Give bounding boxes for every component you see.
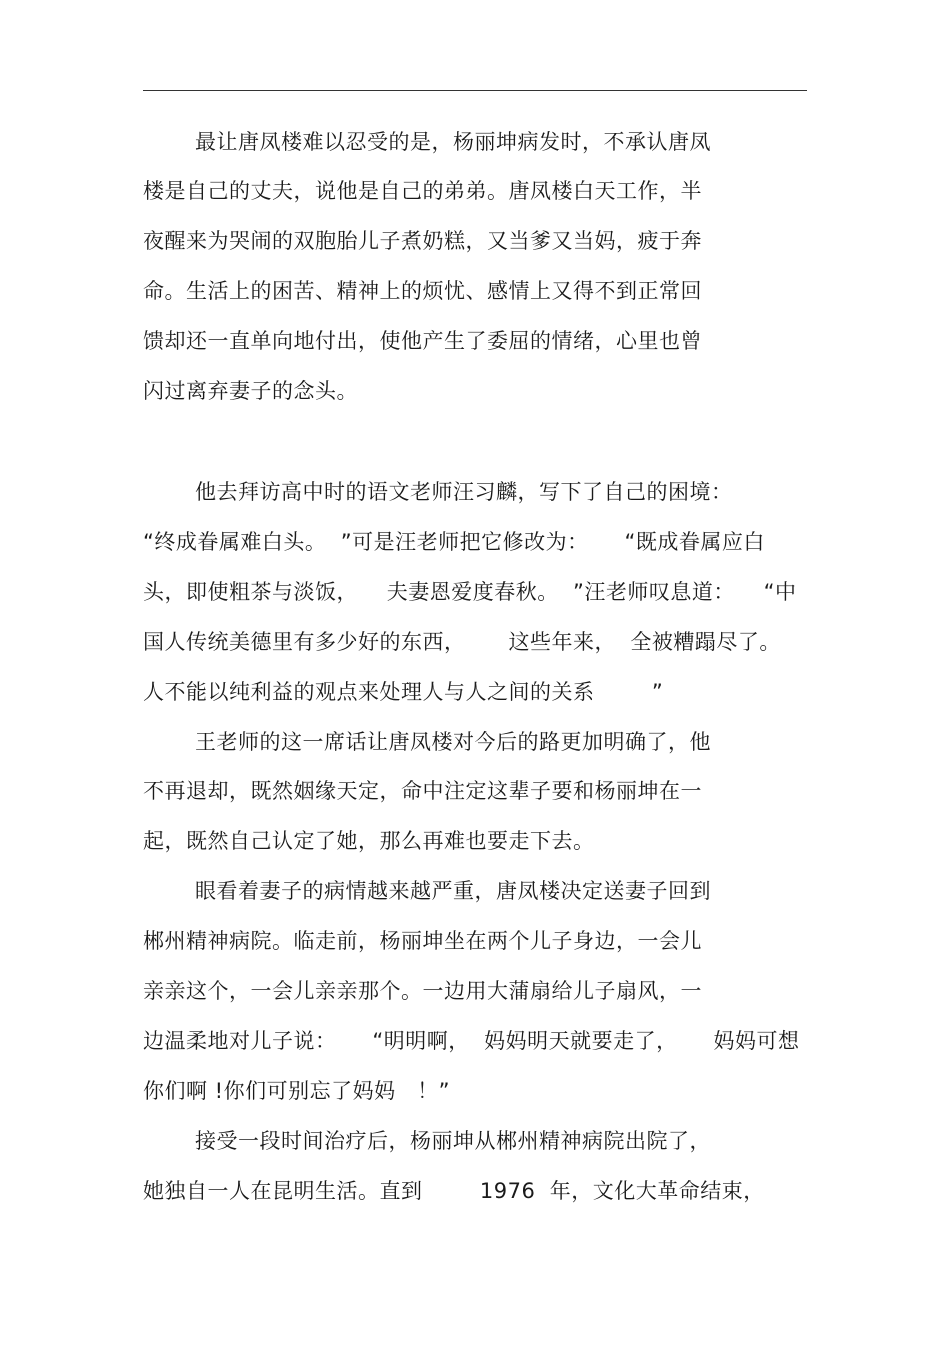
text-line: 不再退却，既然姻缘天定，命中注定这辈子要和杨丽坤在一 — [143, 779, 702, 803]
text-line: 人不能以纯利益的观点来处理人与人之间的关系 ” — [143, 680, 664, 704]
text-line: 郴州精神病院。临走前，杨丽坤坐在两个儿子身边，一会儿 — [143, 929, 702, 953]
text-line: 王老师的这一席话让唐凤楼对今后的路更加明确了，他 — [195, 730, 711, 754]
text-line: 楼是自己的丈夫，说他是自己的弟弟。唐凤楼白天工作，半 — [143, 179, 702, 203]
text-line: 命。生活上的困苦、精神上的烦忧、感情上又得不到正常回 — [143, 279, 702, 303]
text-line: 眼看着妻子的病情越来越严重，唐凤楼决定送妻子回到 — [195, 879, 711, 903]
text-line: 边温柔地对儿子说： “明明啊， 妈妈明天就要走了， 妈妈可想 — [143, 1029, 800, 1053]
text-line: 她独自一人在昆明生活。直到 1976 年，文化大革命结束， — [143, 1179, 765, 1203]
text-line: 馈却还一直单向地付出，使他产生了委屈的情绪，心里也曾 — [143, 329, 702, 353]
text-line: 最让唐凤楼难以忍受的是，杨丽坤病发时，不承认唐凤 — [195, 130, 711, 154]
text-line: 起，既然自己认定了她，那么再难也要走下去。 — [143, 829, 595, 853]
text-line: 亲亲这个，一会儿亲亲那个。一边用大蒲扇给儿子扇风，一 — [143, 979, 702, 1003]
text-line: 夜醒来为哭闹的双胞胎儿子煮奶糕，又当爹又当妈，疲于奔 — [143, 229, 702, 253]
text-line: 接受一段时间治疗后，杨丽坤从郴州精神病院出院了， — [195, 1129, 711, 1153]
text-line: 国人传统美德里有多少好的东西， 这些年来， 全被糟蹋尽了。 — [143, 630, 781, 654]
header-rule — [143, 90, 807, 91]
text-line: 他去拜访高中时的语文老师汪习麟，写下了自己的困境： — [195, 480, 733, 504]
text-line: 你们啊 !你们可别忘了妈妈 ！” — [143, 1079, 450, 1103]
text-line: 头，即使粗茶与淡饭， 夫妻恩爱度春秋。 ”汪老师叹息道： “中 — [143, 580, 797, 604]
text-line: “终成眷属难白头。 ”可是汪老师把它修改为： “既成眷属应白 — [143, 530, 765, 554]
text-line: 闪过离弃妻子的念头。 — [143, 379, 358, 403]
